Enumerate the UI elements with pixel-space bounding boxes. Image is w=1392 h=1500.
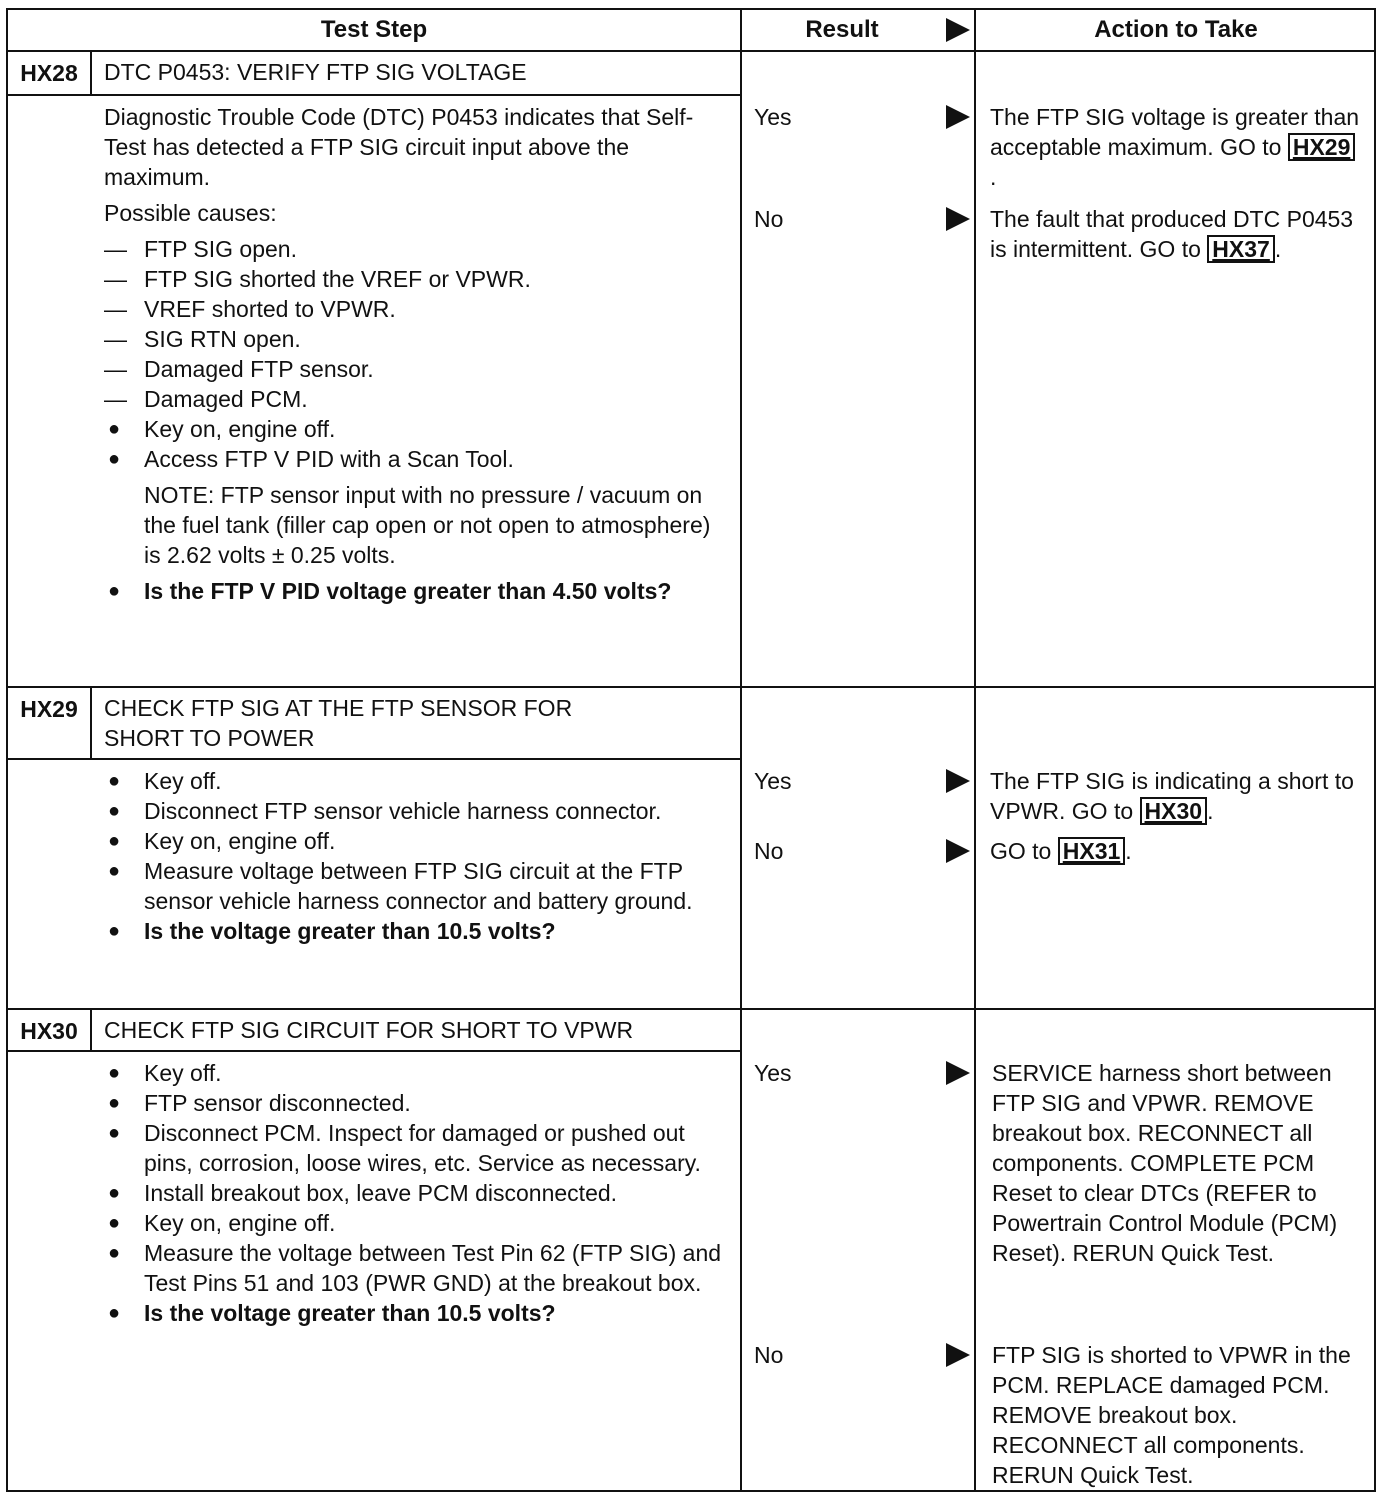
list-item: — FTP SIG shorted the VREF or VPWR. bbox=[104, 266, 531, 292]
action-no: FTP SIG is shorted to VPWR in the PCM. REPLACE damaged PCM. REMOVE breakout box. RECONNECT all components. RERUN Quick Test. bbox=[992, 1342, 1351, 1488]
list-item: — SIG RTN open. bbox=[104, 326, 301, 352]
code-divider bbox=[90, 1008, 92, 1050]
result-yes: Yes bbox=[754, 1060, 792, 1086]
list-item: — VREF shorted to VPWR. bbox=[104, 296, 396, 322]
result-yes: Yes bbox=[754, 768, 792, 794]
diagnostic-table bbox=[6, 8, 1376, 1492]
code-divider bbox=[90, 686, 92, 758]
list-item: — FTP SIG open. bbox=[104, 236, 297, 262]
step-title: CHECK FTP SIG CIRCUIT FOR SHORT TO VPWR bbox=[104, 1017, 634, 1043]
list-item: — Damaged PCM. bbox=[104, 386, 308, 412]
list-item: ● Key off. bbox=[108, 768, 222, 794]
result-no: No bbox=[754, 206, 784, 232]
step-link-hx30[interactable]: HX30 bbox=[1140, 797, 1208, 825]
step-link-hx31[interactable]: HX31 bbox=[1058, 837, 1126, 865]
header-result: Result bbox=[805, 16, 879, 43]
arrow-right-icon bbox=[946, 207, 970, 231]
step-body bbox=[104, 766, 724, 946]
result-yes: Yes bbox=[754, 104, 792, 130]
column-divider-action bbox=[974, 10, 976, 1490]
list-item: ● Measure the voltage between Test Pin 62 (FTP SIG) and Test Pins 51 and 103 (PWR GND) at the breakout box. bbox=[108, 1240, 722, 1296]
list-item: ● Key on, engine off. bbox=[108, 1210, 336, 1236]
arrow-right-icon bbox=[946, 1061, 970, 1085]
step-title: DTC P0453: VERIFY FTP SIG VOLTAGE bbox=[104, 59, 527, 85]
step-body bbox=[104, 102, 724, 606]
arrow-right-icon bbox=[946, 105, 970, 129]
step-body bbox=[104, 1058, 724, 1328]
step-title: CHECK FTP SIG AT THE FTP SENSOR FOR SHORT TO POWER bbox=[104, 695, 573, 751]
question-item: ● Is the voltage greater than 10.5 volts? bbox=[108, 1300, 556, 1326]
action-yes: The FTP SIG voltage is greater than acceptable maximum. GO to HX29. bbox=[990, 104, 1360, 190]
code-divider bbox=[90, 50, 92, 94]
title-divider bbox=[8, 1050, 740, 1052]
step-link-hx37[interactable]: HX37 bbox=[1207, 235, 1275, 263]
header-action: Action to Take bbox=[1094, 16, 1258, 43]
step-code: HX28 bbox=[20, 60, 78, 86]
list-item: ● Key on, engine off. bbox=[108, 828, 336, 854]
step-code: HX30 bbox=[20, 1018, 78, 1044]
arrow-right-icon bbox=[946, 18, 970, 42]
result-no: No bbox=[754, 1342, 784, 1368]
list-item: ● Disconnect PCM. Inspect for damaged or pushed out pins, corrosion, loose wires, etc. Service as necessary. bbox=[108, 1120, 701, 1176]
intro-text: Diagnostic Trouble Code (DTC) P0453 indicates that Self-Test has detected a FTP SIG circuit input above the maximum. bbox=[104, 104, 694, 190]
step-code: HX29 bbox=[20, 696, 78, 722]
step-divider bbox=[8, 686, 1374, 688]
step-divider bbox=[8, 1008, 1374, 1010]
title-divider bbox=[8, 758, 740, 760]
list-item: ● Install breakout box, leave PCM disconnected. bbox=[108, 1180, 618, 1206]
action-no: The fault that produced DTC P0453 is intermittent. GO to HX37 . bbox=[990, 206, 1354, 262]
question-item: ● Is the voltage greater than 10.5 volts? bbox=[108, 918, 556, 944]
list-item: ● Key off. bbox=[108, 1060, 222, 1086]
column-divider-result bbox=[740, 10, 742, 1490]
question-item: ● Is the FTP V PID voltage greater than 4.50 volts? bbox=[108, 578, 672, 604]
action-yes: The FTP SIG is indicating a short to VPWR. GO to HX30 . bbox=[990, 768, 1354, 824]
action-yes: SERVICE harness short between FTP SIG and VPWR. REMOVE breakout box. RECONNECT all components. COMPLETE PCM Reset to clear DTCs (REFER to Powertrain Control Module (PCM) Reset). RERUN Quick Test. bbox=[992, 1060, 1338, 1266]
arrow-right-icon bbox=[946, 1343, 970, 1367]
list-item: ● Key on, engine off. bbox=[108, 416, 336, 442]
causes-label: Possible causes: bbox=[104, 200, 277, 226]
list-item: ● Disconnect FTP sensor vehicle harness connector. bbox=[108, 798, 662, 824]
result-no: No bbox=[754, 838, 784, 864]
action-no: GO to HX31 . bbox=[990, 838, 1132, 864]
header-test-step: Test Step bbox=[320, 16, 428, 43]
list-item: ● FTP sensor disconnected. bbox=[108, 1090, 411, 1116]
list-item: — Damaged FTP sensor. bbox=[104, 356, 374, 382]
title-divider bbox=[8, 94, 740, 96]
step-link-hx29[interactable]: HX29 bbox=[1288, 133, 1356, 161]
arrow-right-icon bbox=[946, 839, 970, 863]
arrow-right-icon bbox=[946, 769, 970, 793]
header-divider bbox=[8, 50, 1374, 52]
note-text: NOTE: FTP sensor input with no pressure / vacuum on the fuel tank (filler cap open or not open to atmosphere) is 2.62 volts ± 0.25 volts. bbox=[144, 482, 711, 568]
list-item: ● Access FTP V PID with a Scan Tool. bbox=[108, 446, 514, 472]
list-item: ● Measure voltage between FTP SIG circuit at the FTP sensor vehicle harness connector and battery ground. bbox=[108, 858, 693, 914]
